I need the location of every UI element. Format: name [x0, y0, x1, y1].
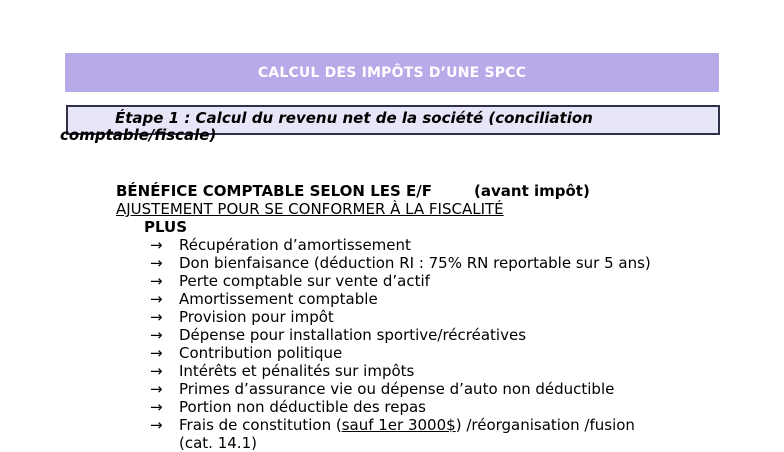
list-item-label: Portion non déductible des repas [179, 398, 427, 416]
list-item-label: Récupération d’amortissement [179, 236, 411, 254]
list-item [150, 272, 651, 290]
list-item [150, 254, 651, 272]
constitution-text-start: Frais de constitution ( [179, 416, 342, 434]
list-item-label [179, 416, 635, 434]
arrow-icon: → [150, 344, 163, 362]
page-title: CALCUL DES IMPÔTS D’UNE SPCC [257, 64, 527, 81]
step-title: Étape 1 : Calcul du revenu net de la société (conciliation comptable/fiscale) [60, 109, 593, 144]
plus-label: PLUS [144, 218, 188, 236]
arrow-icon: → [150, 362, 163, 380]
arrow-icon: → [150, 254, 163, 272]
list-item-label: Don bienfaisance (déduction RI : 75% RN reportable sur 5 ans) [179, 254, 651, 272]
list-item [150, 290, 651, 308]
arrow-icon: → [150, 326, 163, 344]
arrow-icon: → [150, 236, 163, 254]
constitution-text-end: ) /réorganisation /fusion [455, 416, 635, 434]
list-item-label: Provision pour impôt [179, 308, 334, 326]
heading-main: BÉNÉFICE COMPTABLE SELON LES E/F [116, 182, 433, 200]
list-item-label: Dépense pour installation sportive/récréatives [179, 326, 527, 344]
list-item-label: Contribution politique [179, 344, 343, 362]
list-item [150, 326, 651, 344]
list-item [150, 416, 651, 434]
list-item [150, 398, 651, 416]
adjustment-list [150, 236, 651, 452]
list-item [150, 308, 651, 326]
list-item-label: Intérêts et pénalités sur impôts [179, 362, 415, 380]
arrow-icon: → [150, 272, 163, 290]
arrow-icon: → [150, 380, 163, 398]
arrow-icon: → [150, 416, 163, 434]
adjustment-label: AJUSTEMENT POUR SE CONFORMER À LA FISCALITÉ [116, 200, 504, 218]
section-heading [116, 182, 590, 200]
arrow-icon: → [150, 308, 163, 326]
list-item-label: Amortissement comptable [179, 290, 378, 308]
list-item-label: Perte comptable sur vente d’actif [179, 272, 430, 290]
list-item [150, 344, 651, 362]
constitution-category: (cat. 14.1) [179, 434, 257, 452]
list-item-label: Primes d’assurance vie ou dépense d’auto non déductible [179, 380, 615, 398]
list-item-continuation [150, 434, 651, 452]
constitution-exception: sauf 1er 3000$ [341, 416, 456, 434]
title-bar [65, 53, 719, 92]
arrow-icon: → [150, 398, 163, 416]
heading-note: (avant impôt) [474, 182, 590, 200]
list-item [150, 380, 651, 398]
arrow-icon: → [150, 290, 163, 308]
list-item [150, 236, 651, 254]
main-section [116, 182, 590, 236]
list-item [150, 362, 651, 380]
